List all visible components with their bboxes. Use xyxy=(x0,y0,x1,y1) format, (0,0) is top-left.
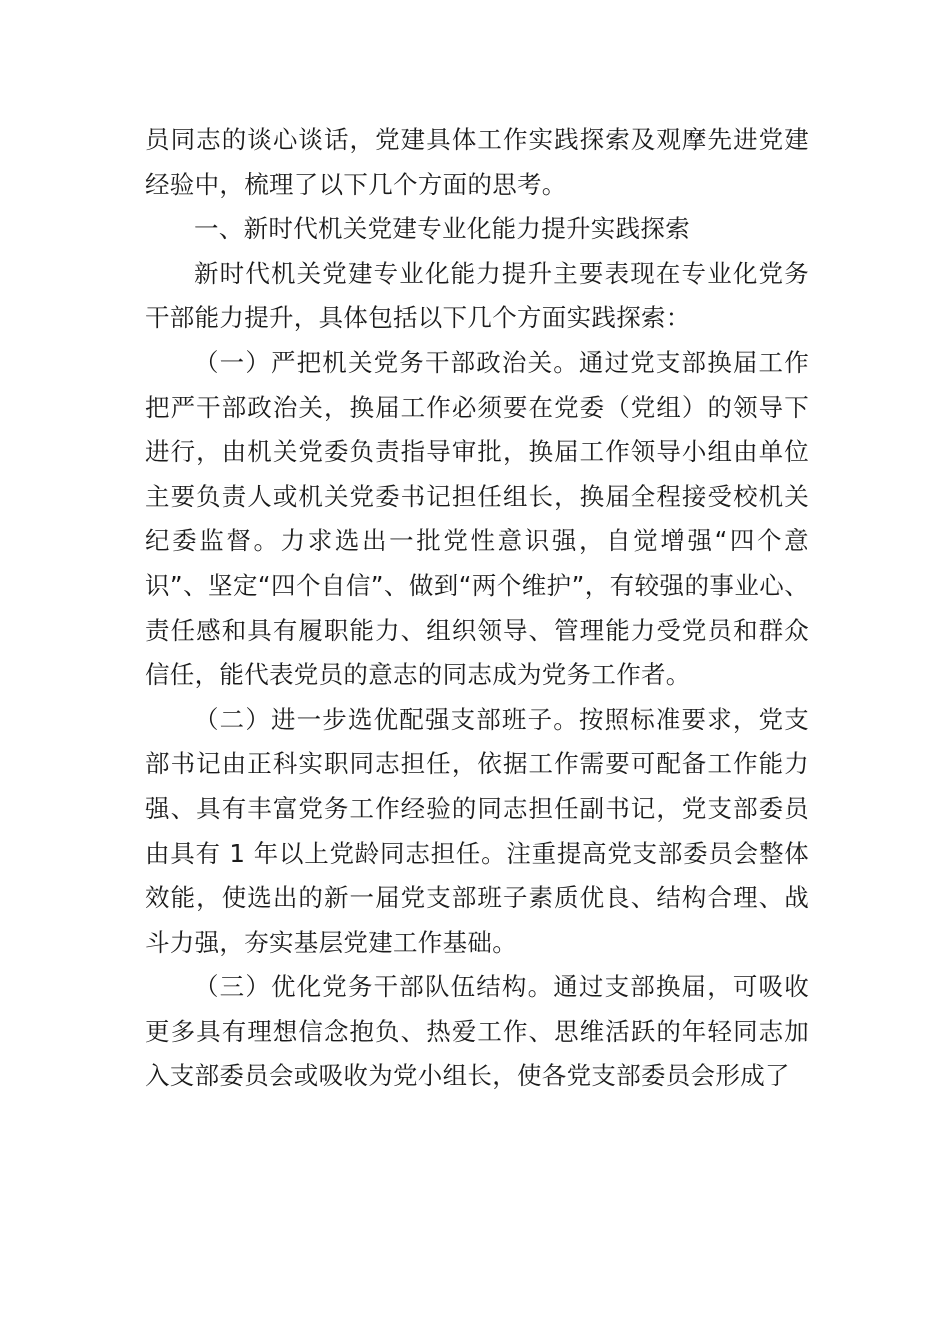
paragraph-item-1: （一）严把机关党务干部政治关。通过党支部换届工作把严干部政治关，换届工作必须要在党委（党组）的领导下进行，由机关党委负责指导审批，换届工作领导小组由单位主要负责人或机关党委书记担任组长，换届全程接受校机关纪委监督。力求选出一批党性意识强，自觉增强“四个意识”、坚定“四个自信”、做到“两个维护”，有较强的事业心、责任感和具有履职能力、组织领导、管理能力受党员和群众信任，能代表党员的意志的同志成为党务工作者。 xyxy=(145,347,809,690)
paragraph-item-2: （二）进一步选优配强支部班子。按照标准要求，党支部书记由正科实职同志担任，依据工作需要可配备工作能力强、具有丰富党务工作经验的同志担任副书记，党支部委员由具有 1 年以上党龄同志担任。注重提高党支部委员会整体效能，使选出的新一届党支部班子素质优良、结构合理、战斗力强，夯实基层党建工作基础。 xyxy=(145,704,809,957)
paragraph-intro: 新时代机关党建专业化能力提升主要表现在专业化党务干部能力提升，具体包括以下几个方面实践探索： xyxy=(145,258,809,333)
paragraph-item-3: （三）优化党务干部队伍结构。通过支部换届，可吸收更多具有理想信念抱负、热爱工作、思维活跃的年轻同志加入支部委员会或吸收为党小组长，使各党支部委员会形成了 xyxy=(145,972,809,1091)
paragraph-continuation: 员同志的谈心谈话，党建具体工作实践探索及观摩先进党建经验中，梳理了以下几个方面的思考。 xyxy=(145,125,809,199)
section-heading: 一、新时代机关党建专业化能力提升实践探索 xyxy=(194,214,690,244)
document-body xyxy=(145,118,809,1099)
